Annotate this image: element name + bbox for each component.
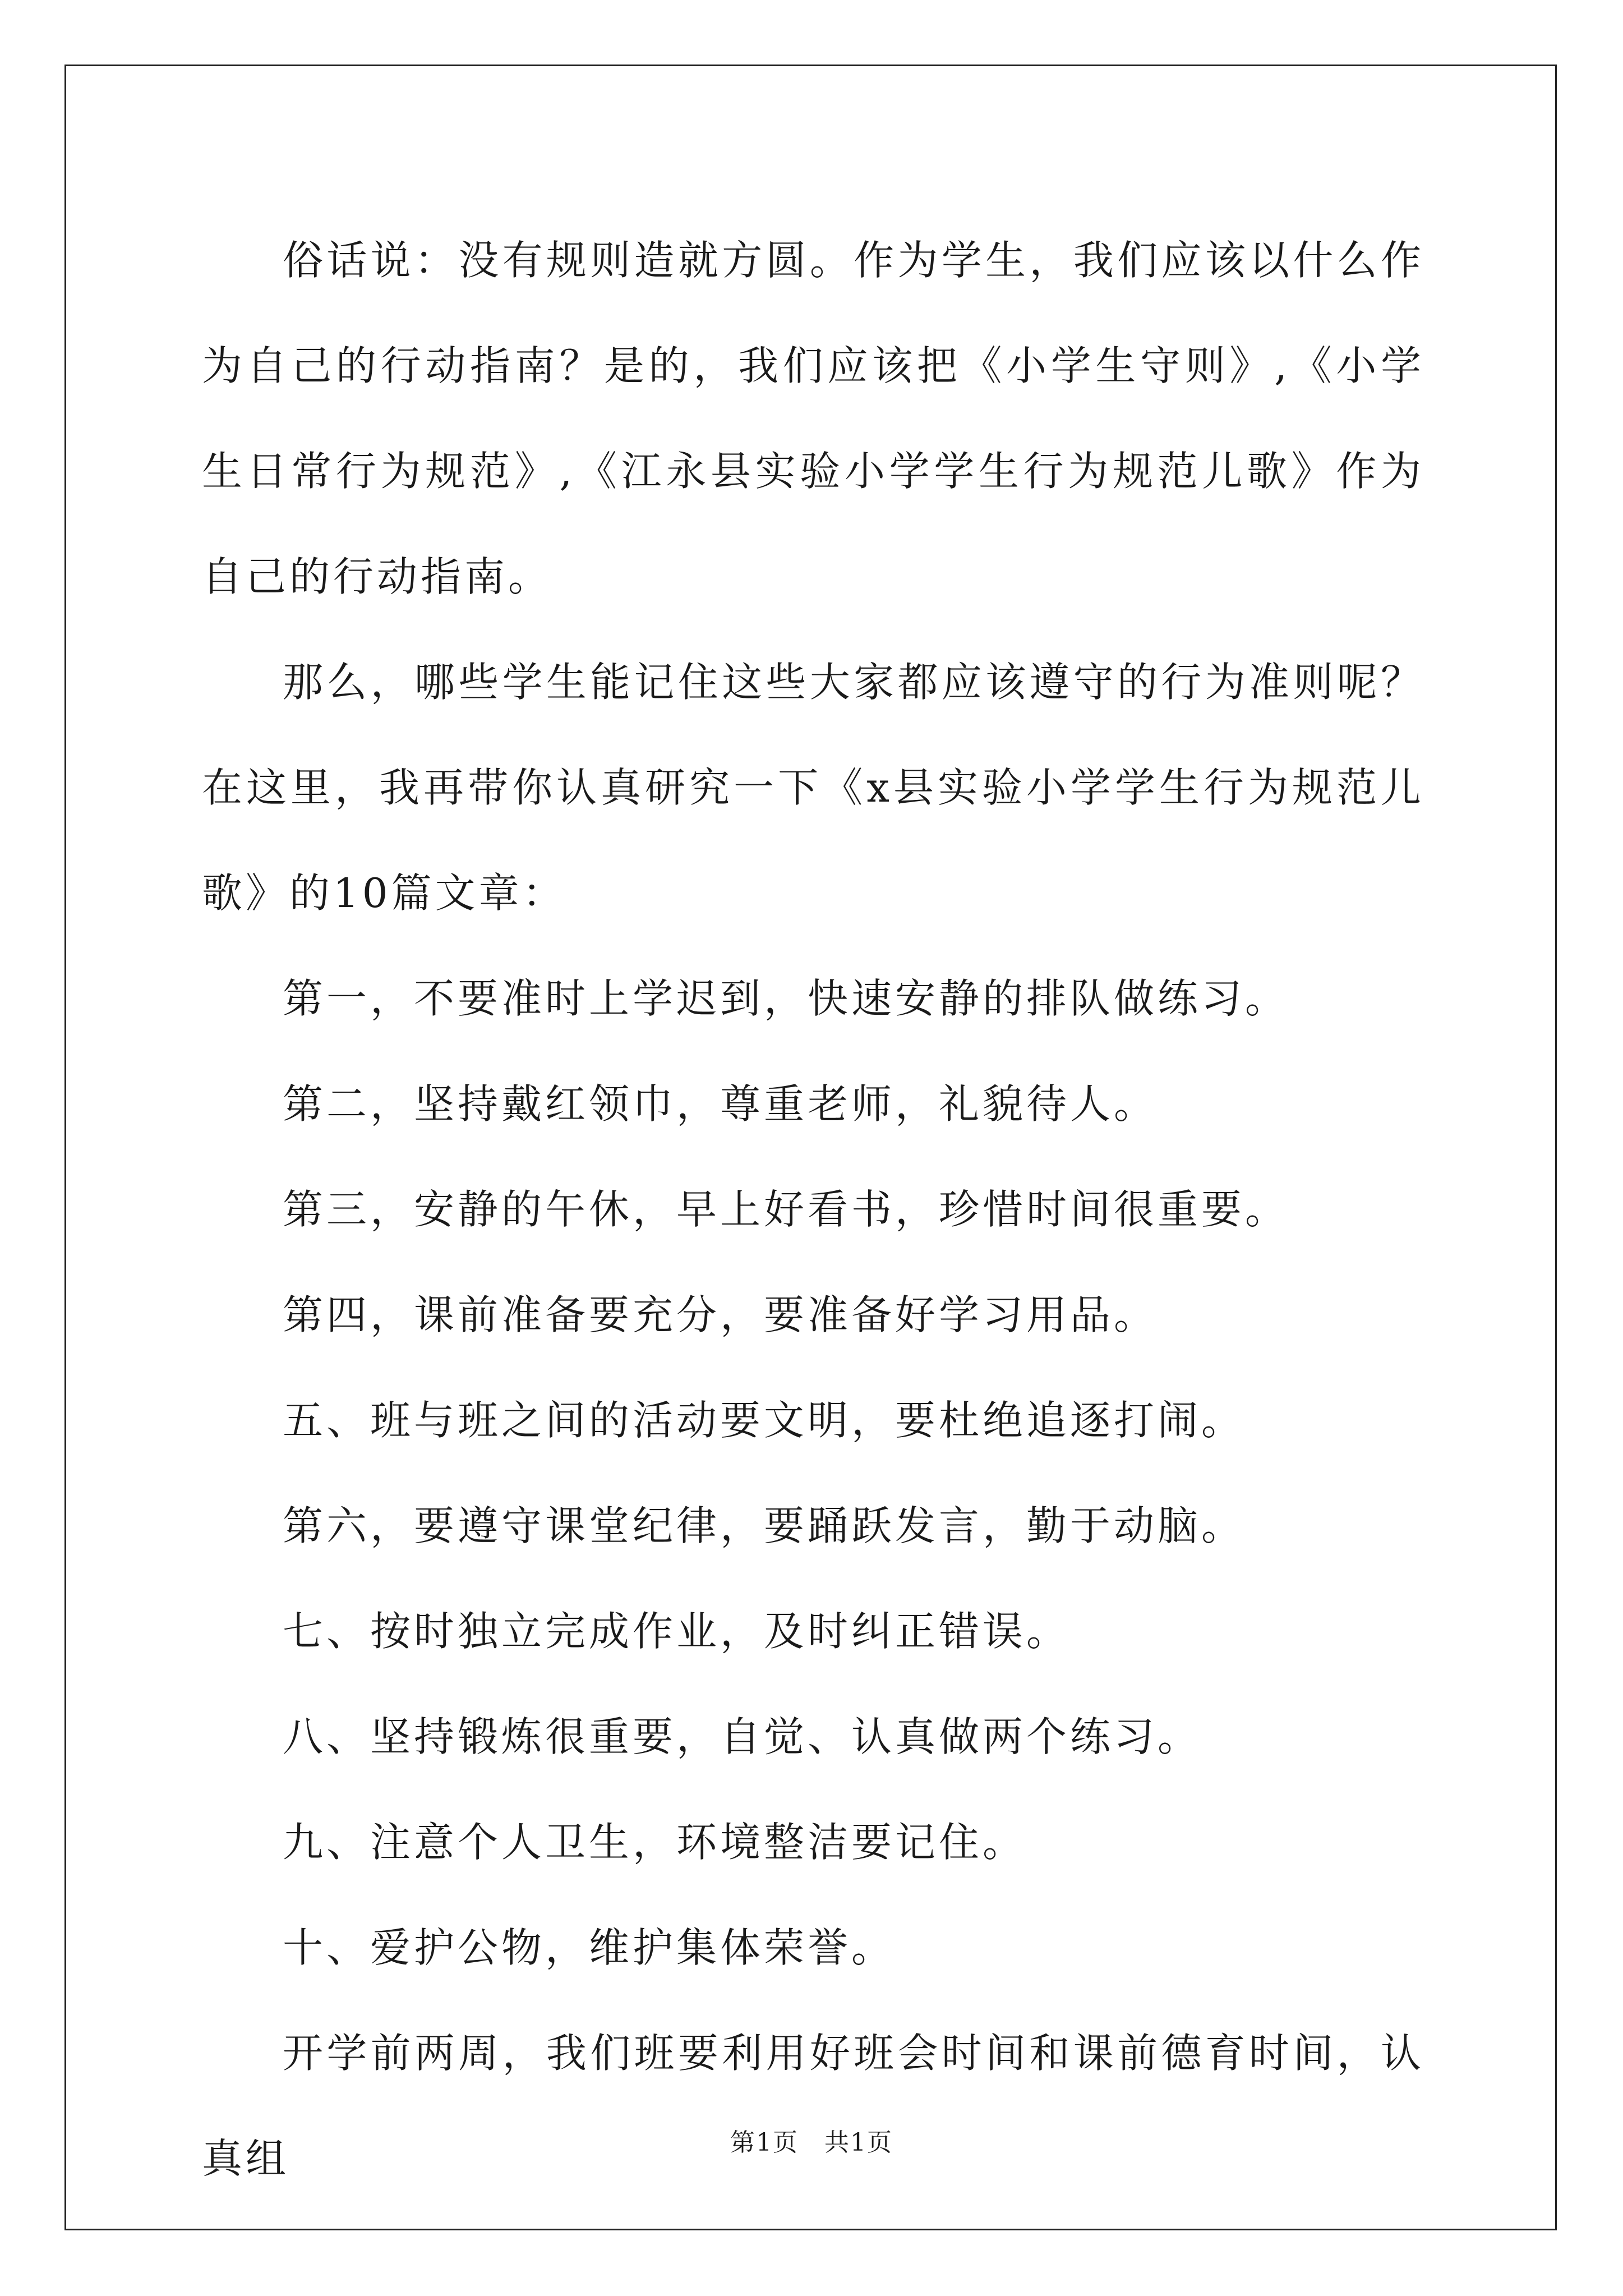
rule-item-4: 第四，课前准备要充分，要准备好学习用品。 [283, 1291, 1158, 1338]
rule-item-1: 第一，不要准时上学迟到，快速安静的排队做练习。 [283, 975, 1289, 1022]
rule-item-3: 第三，安静的午休，早上好看书，珍惜时间很重要。 [283, 1186, 1289, 1233]
rule-item-10: 十、爱护公物，维护集体荣誉。 [283, 1924, 896, 1971]
rule-item-5: 五、班与班之间的活动要文明，要杜绝追逐打闹。 [283, 1397, 1246, 1444]
rule-item-9: 九、注意个人卫生，环境整洁要记住。 [283, 1819, 1027, 1866]
page-number-footer: 第1页 共1页 [730, 2128, 893, 2157]
paragraph-intro: 俗话说：没有规则造就方圆。作为学生，我们应该以什么作为自己的行动指南？是的，我们应该把《小学生守则》,《小学生日常行为规范》,《江永县实验小学学生行为规范儿歌》作为自己的行动指南。 [202, 237, 1424, 600]
rule-item-7: 七、按时独立完成作业，及时纠正错误。 [283, 1608, 1071, 1655]
rule-item-6: 第六，要遵守课堂纪律，要踊跃发言，勤于动脑。 [283, 1502, 1246, 1549]
paragraph-question: 那么，哪些学生能记住这些大家都应该遵守的行为准则呢？在这里，我再带你认真研究一下《x县实验小学学生行为规范儿歌》的10篇文章： [202, 659, 1424, 917]
paragraph-closing: 开学前两周，我们班要利用好班会时间和课前德育时间，认真组 [202, 2030, 1424, 2182]
rule-item-8: 八、坚持锻炼很重要，自觉、认真做两个练习。 [283, 1713, 1202, 1760]
document-body [202, 208, 1424, 2211]
rule-item-2: 第二，坚持戴红领巾，尊重老师，礼貌待人。 [283, 1080, 1158, 1128]
